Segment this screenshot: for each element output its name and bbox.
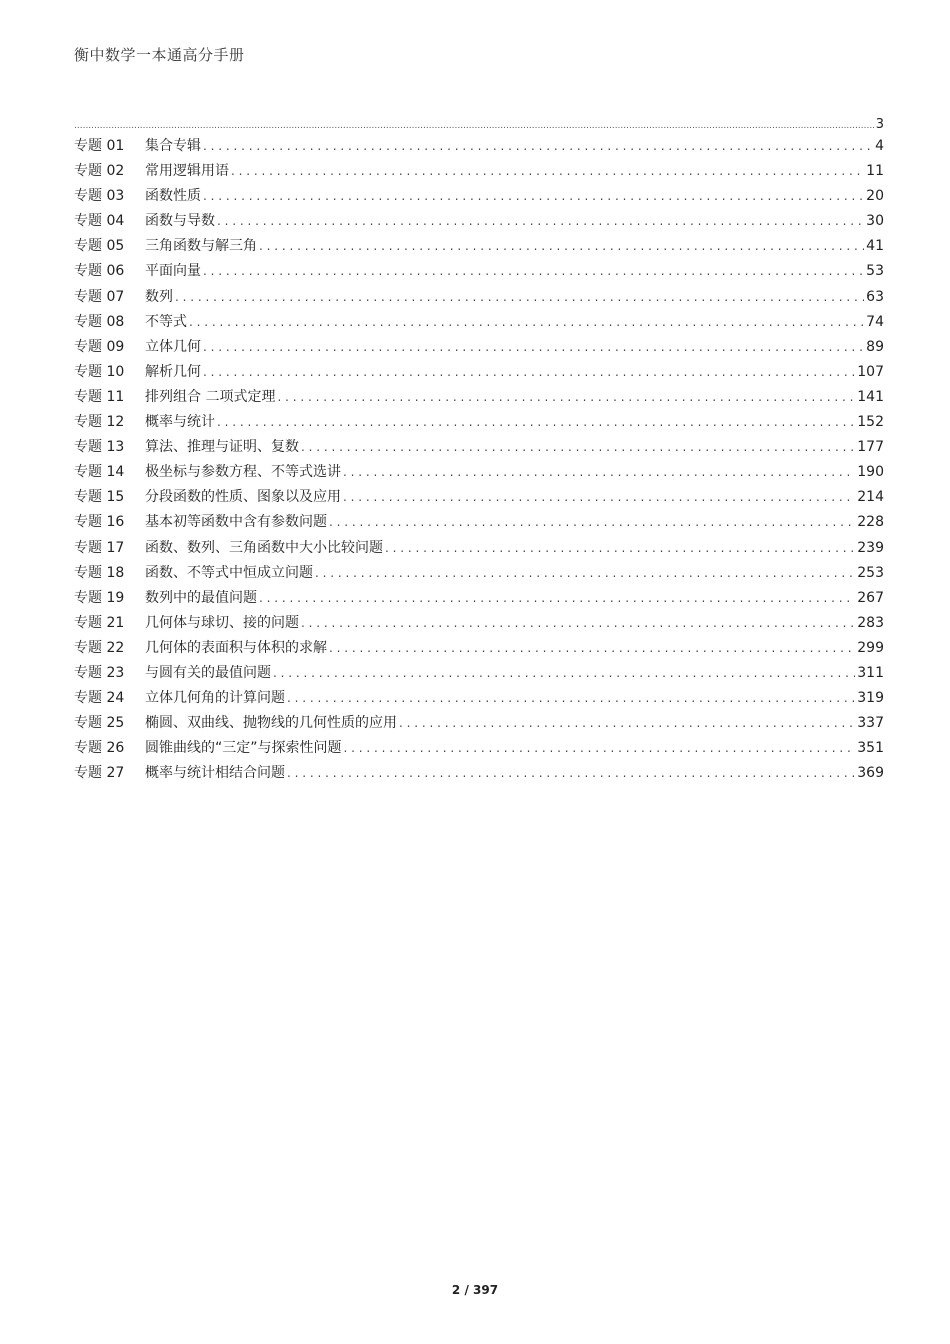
toc-entry-title: 立体几何角的计算问题	[145, 690, 285, 707]
toc-page-number: 20	[866, 188, 884, 205]
toc-dot-leader	[287, 761, 855, 786]
toc-entry-title: 分段函数的性质、图象以及应用	[145, 489, 341, 506]
toc-entry-title: 平面向量	[145, 263, 201, 280]
toc-entry[interactable]	[74, 761, 884, 786]
toc-entry[interactable]	[74, 360, 884, 385]
toc-entry[interactable]	[74, 460, 884, 485]
toc-entry-title: 排列组合 二项式定理	[145, 388, 276, 405]
toc-entry[interactable]	[74, 385, 884, 410]
toc-entry-title: 椭圆、双曲线、抛物线的几何性质的应用	[145, 715, 397, 732]
toc-entry[interactable]	[74, 636, 884, 661]
toc-page-number: 239	[857, 539, 884, 556]
toc-entry-number: 专题 24	[74, 690, 125, 707]
toc-dot-leader	[343, 460, 855, 485]
toc-entry-number: 专题 03	[74, 188, 125, 205]
toc-dot-leader	[259, 234, 864, 259]
toc-entry[interactable]	[74, 184, 884, 209]
toc-page-number: 30	[866, 213, 884, 230]
toc-entry-number: 专题 06	[74, 263, 125, 280]
toc-entry-title: 集合专辑	[145, 138, 201, 154]
toc-entry-title: 算法、推理与证明、复数	[145, 439, 299, 456]
toc-entry[interactable]	[74, 209, 884, 234]
toc-dot-leader	[301, 435, 855, 460]
toc-page-number: 4	[875, 138, 884, 154]
page-header-title: 衡中数学一本通高分手册	[74, 46, 245, 64]
toc-dot-leader	[74, 117, 876, 135]
toc-entry[interactable]	[74, 686, 884, 711]
toc-entry-number: 专题 23	[74, 664, 125, 681]
toc-entry[interactable]	[74, 159, 884, 184]
toc-dot-leader	[231, 159, 864, 184]
toc-page-number: 177	[857, 439, 884, 456]
toc-page-number: 53	[866, 263, 884, 280]
toc-entry[interactable]	[74, 335, 884, 360]
toc-page-number: 141	[857, 388, 884, 405]
toc-entry-title: 概率与统计	[145, 414, 215, 431]
toc-entry-title: 数列中的最值问题	[145, 589, 257, 606]
toc-entry-number: 专题 27	[74, 765, 125, 782]
toc-entry[interactable]	[74, 510, 884, 535]
toc-entry-number: 专题 04	[74, 213, 125, 230]
toc-entry-title: 几何体与球切、接的问题	[145, 614, 299, 631]
toc-entry-title: 与圆有关的最值问题	[145, 664, 271, 681]
toc-entry-number: 专题 05	[74, 238, 125, 255]
toc-page-number: 369	[857, 765, 884, 782]
toc-page-number: 3	[875, 117, 884, 132]
toc-entry-number: 专题 15	[74, 489, 125, 506]
toc-dot-leader	[329, 636, 855, 661]
toc-entry-title: 解析几何	[145, 363, 201, 380]
toc-page-number: 351	[857, 740, 884, 757]
toc-page-number: 253	[857, 564, 884, 581]
toc-entry-title: 几何体的表面积与体积的求解	[145, 639, 327, 656]
toc-entry[interactable]	[74, 410, 884, 435]
toc-dot-leader	[203, 335, 864, 360]
toc-entry-number: 专题 18	[74, 564, 125, 581]
toc-dot-leader	[203, 184, 864, 209]
toc-page-number: 214	[857, 489, 884, 506]
toc-entry-title: 函数性质	[145, 188, 201, 205]
toc-entry-number: 专题 08	[74, 313, 125, 330]
toc-dot-leader	[315, 561, 855, 586]
toc-entry-number: 专题 14	[74, 464, 125, 481]
toc-entry-number: 专题 25	[74, 715, 125, 732]
toc-dot-leader	[189, 310, 864, 335]
toc-entry[interactable]	[74, 435, 884, 460]
toc-page-number: 74	[866, 313, 884, 330]
toc-entry-number: 专题 12	[74, 414, 125, 431]
toc-page-number: 11	[866, 163, 884, 180]
toc-entry-title: 立体几何	[145, 338, 201, 355]
toc-page-number: 228	[857, 514, 884, 531]
toc-dot-leader	[301, 611, 855, 636]
toc-entry-number: 专题 02	[74, 163, 125, 180]
toc-entry[interactable]	[74, 661, 884, 686]
toc-entry-title: 概率与统计相结合问题	[145, 765, 285, 782]
toc-entry-number: 专题 16	[74, 514, 125, 531]
toc-page-number: 190	[857, 464, 884, 481]
toc-entry-title: 数列	[145, 288, 173, 305]
toc-page-number: 337	[857, 715, 884, 732]
toc-entry-title: 不等式	[145, 313, 187, 330]
toc-page-number: 152	[857, 414, 884, 431]
toc-entry-number: 专题 21	[74, 614, 125, 631]
toc-dot-leader	[344, 736, 856, 761]
toc-entry[interactable]	[74, 234, 884, 259]
toc-entry-number: 专题 10	[74, 363, 125, 380]
toc-dot-leader	[287, 686, 855, 711]
toc-entry[interactable]	[74, 134, 884, 159]
toc-entry-title: 三角函数与解三角	[145, 238, 257, 255]
toc-entry-number: 专题 17	[74, 539, 125, 556]
toc-entry-number: 专题 07	[74, 288, 125, 305]
toc-page-number: 283	[857, 614, 884, 631]
toc-entry-title: 圆锥曲线的“三定”与探索性问题	[145, 740, 342, 757]
toc-entry[interactable]	[74, 259, 884, 284]
toc-entry-number: 专题 26	[74, 740, 125, 757]
toc-dot-leader	[203, 360, 855, 385]
toc-page-number: 89	[866, 338, 884, 355]
toc-page-number: 63	[866, 288, 884, 305]
toc-dot-leader	[175, 285, 864, 310]
toc-dot-leader	[273, 661, 855, 686]
toc-entry-number: 专题 19	[74, 589, 125, 606]
toc-page-number: 267	[857, 589, 884, 606]
toc-dot-leader	[385, 536, 855, 561]
page-indicator: 2 / 397	[451, 1283, 499, 1297]
toc-entry-title: 函数与导数	[145, 213, 215, 230]
toc-dot-leader	[399, 711, 855, 736]
toc-dot-leader	[217, 209, 864, 234]
toc-page-number: 107	[857, 363, 884, 380]
toc-dot-leader	[203, 134, 873, 159]
toc-page-number: 311	[857, 664, 884, 681]
toc-entry[interactable]	[74, 561, 884, 586]
toc-entry[interactable]	[74, 586, 884, 611]
toc-entry[interactable]	[74, 310, 884, 335]
toc-entry[interactable]	[74, 485, 884, 510]
toc-entry-number: 专题 11	[74, 388, 125, 405]
toc-dot-leader	[203, 259, 864, 284]
toc-entry-title: 函数、数列、三角函数中大小比较问题	[145, 539, 383, 556]
toc-page-number: 41	[866, 238, 884, 255]
toc-entry[interactable]	[74, 285, 884, 310]
toc-entry-number: 专题 09	[74, 338, 125, 355]
toc-entry-title: 基本初等函数中含有参数问题	[145, 514, 327, 531]
toc-dot-leader	[277, 385, 855, 410]
toc-entry-title: 极坐标与参数方程、不等式选讲	[145, 464, 341, 481]
table-of-contents	[74, 116, 884, 786]
toc-entry-title: 函数、不等式中恒成立问题	[145, 564, 313, 581]
toc-entry-title: 常用逻辑用语	[145, 163, 229, 180]
toc-intro-row[interactable]	[74, 116, 884, 134]
toc-entry-number: 专题 22	[74, 639, 125, 656]
toc-page-number: 299	[857, 639, 884, 656]
toc-entry[interactable]	[74, 736, 884, 761]
toc-page-number: 319	[857, 690, 884, 707]
toc-dot-leader	[329, 510, 855, 535]
toc-entry[interactable]	[74, 711, 884, 736]
toc-dot-leader	[343, 485, 855, 510]
toc-entry-number: 专题 01	[74, 138, 125, 154]
toc-dot-leader	[217, 410, 855, 435]
toc-entry-number: 专题 13	[74, 439, 125, 456]
toc-entry[interactable]	[74, 611, 884, 636]
toc-entry[interactable]	[74, 536, 884, 561]
toc-dot-leader	[259, 586, 855, 611]
